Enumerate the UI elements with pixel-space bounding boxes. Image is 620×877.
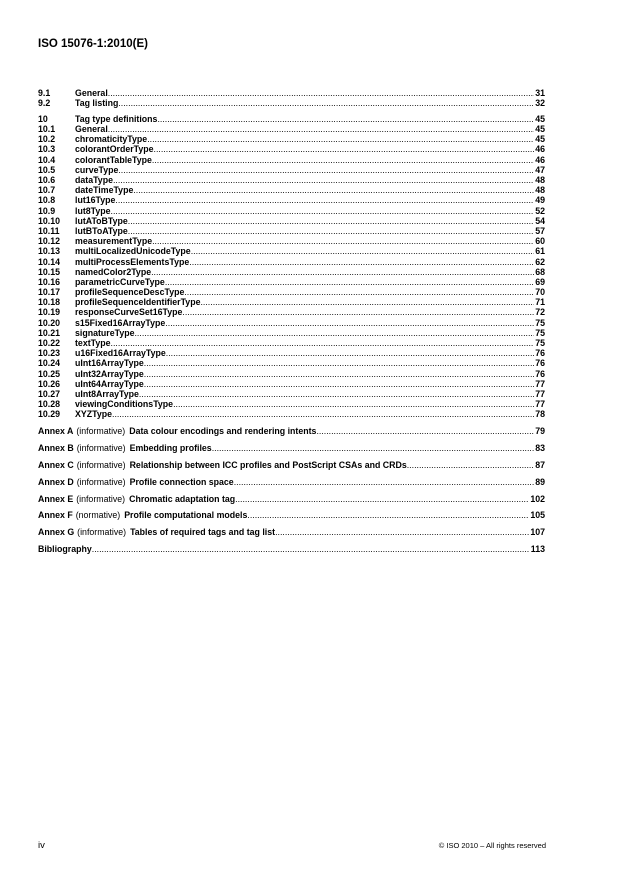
toc-entry-title: chromaticityType xyxy=(75,134,148,145)
toc-entry-page: 76 xyxy=(535,358,545,369)
toc-entry-title: Profile computational models xyxy=(124,510,248,521)
toc-leader-dots xyxy=(165,318,534,328)
toc-entry-page: 71 xyxy=(535,297,545,308)
toc-entry-number: 10.29 xyxy=(38,409,61,420)
toc-entry-number: 10.9 xyxy=(38,205,56,216)
toc-entry-title: profileSequenceIdentifierType xyxy=(75,297,201,308)
toc-entry-page: 62 xyxy=(535,256,545,267)
toc-entry-page: 45 xyxy=(535,124,545,135)
toc-entry-title: parametricCurveType xyxy=(75,276,165,287)
toc-entry-page: 45 xyxy=(535,113,545,124)
toc-entry-title: viewingConditionsType xyxy=(75,399,174,410)
toc-entry[interactable] xyxy=(38,379,545,389)
toc-entry-title: measurementType xyxy=(75,236,153,247)
toc-entry-title: uInt32ArrayType xyxy=(75,368,144,379)
toc-entry-page: 47 xyxy=(535,164,545,175)
toc-leader-dots xyxy=(111,338,535,348)
toc-entry[interactable] xyxy=(38,358,545,368)
annex-type: (informative) xyxy=(77,527,127,538)
toc-entry-number: 10.10 xyxy=(38,215,61,226)
toc-entry-title: textType xyxy=(75,338,111,348)
toc-leader-dots xyxy=(151,267,534,277)
toc-entry-title: uInt64ArrayType xyxy=(75,378,144,389)
toc-entry[interactable] xyxy=(38,287,545,297)
toc-entry-title: lutAToBType xyxy=(75,215,128,226)
annex-label: Annex A xyxy=(38,426,74,436)
toc-leader-dots xyxy=(134,328,534,338)
toc-entry-page: 31 xyxy=(535,88,545,98)
toc-group-clause-9 xyxy=(38,88,545,108)
toc-leader-dots xyxy=(234,476,535,489)
toc-leader-dots xyxy=(165,277,534,287)
toc-entry[interactable] xyxy=(38,144,545,154)
toc-leader-dots xyxy=(154,144,535,154)
toc-entry[interactable] xyxy=(38,114,545,124)
toc-entry-number: 10.17 xyxy=(38,287,61,298)
toc-entry-title: Bibliography xyxy=(38,544,92,555)
toc-entry-page: 69 xyxy=(535,276,545,287)
annex-type: (normative) xyxy=(75,510,121,521)
toc-entry[interactable] xyxy=(38,88,545,98)
toc-entry-page: 75 xyxy=(535,338,545,348)
toc-entry-number: 9.1 xyxy=(38,88,51,98)
toc-leader-dots xyxy=(115,195,534,205)
toc-entry-annex[interactable] xyxy=(38,459,545,472)
toc-entry-number: 9.2 xyxy=(38,98,51,109)
annex-label: Annex E xyxy=(38,493,74,504)
toc-entry-page: 107 xyxy=(530,527,545,538)
toc-entry-title: lut16Type xyxy=(75,195,116,206)
toc-entry-page: 57 xyxy=(535,225,545,236)
toc-entry-page: 54 xyxy=(535,215,545,226)
toc-leader-dots xyxy=(157,114,534,124)
toc-entry[interactable] xyxy=(38,297,545,307)
toc-entry-number: 10.19 xyxy=(38,307,61,318)
annex-type: (informative) xyxy=(76,442,126,453)
annex-label: Annex F xyxy=(38,510,73,521)
toc-entry[interactable] xyxy=(38,195,545,205)
toc-entry-page: 60 xyxy=(535,236,545,247)
toc-entry-title: colorantTableType xyxy=(75,154,152,165)
toc-entry-number: 10.7 xyxy=(38,185,56,196)
annex-type: (informative) xyxy=(76,459,126,470)
toc-entry-page: 113 xyxy=(530,544,545,555)
toc-entry-title: Profile connection space xyxy=(129,476,234,487)
toc-entry[interactable] xyxy=(38,226,545,236)
toc-leader-dots xyxy=(173,399,534,409)
toc-entry-page: 52 xyxy=(535,205,545,216)
toc-entry-title: Data colour encodings and rendering intents xyxy=(129,426,317,436)
toc-entry-page: 76 xyxy=(535,348,545,359)
toc-entry-page: 68 xyxy=(535,266,545,277)
toc-leader-dots xyxy=(128,216,534,226)
toc-leader-dots xyxy=(144,358,534,368)
toc-entry-title: Embedding profiles xyxy=(129,442,212,453)
toc-entry-number: 10.1 xyxy=(38,124,56,135)
toc-entry-annex[interactable] xyxy=(38,476,545,489)
toc-entry-annex[interactable] xyxy=(38,442,545,455)
toc-entry-title: Tables of required tags and tag list xyxy=(130,527,276,538)
toc-entry-title: dateTimeType xyxy=(75,185,134,196)
toc-entry[interactable] xyxy=(38,175,545,185)
toc-entry-page: 77 xyxy=(535,399,545,410)
toc-leader-dots xyxy=(200,297,534,307)
toc-entry-page: 70 xyxy=(535,287,545,298)
toc-entry-bibliography[interactable] xyxy=(38,543,545,556)
footer-page-number: iv xyxy=(38,840,45,851)
toc-leader-dots xyxy=(147,134,534,144)
toc-leader-dots xyxy=(118,165,534,175)
toc-entry-number: 10.6 xyxy=(38,175,56,185)
toc-entry[interactable] xyxy=(38,369,545,379)
toc-leader-dots xyxy=(139,389,534,399)
toc-entry-page: 32 xyxy=(535,98,545,109)
annex-label: Annex G xyxy=(38,527,75,538)
toc-entry-page: 87 xyxy=(535,459,545,470)
toc-entry-title: General xyxy=(75,88,108,98)
toc-entry[interactable] xyxy=(38,216,545,226)
toc-entry-number: 10.24 xyxy=(38,358,61,369)
table-of-contents xyxy=(38,88,545,560)
toc-entry-number: 10.23 xyxy=(38,348,61,359)
toc-leader-dots xyxy=(316,425,534,438)
toc-entry[interactable] xyxy=(38,267,545,277)
annex-type: (informative) xyxy=(76,476,126,487)
toc-entry-page: 48 xyxy=(535,175,545,185)
annex-label: Annex D xyxy=(38,476,74,487)
toc-leader-dots xyxy=(235,493,529,506)
toc-leader-dots xyxy=(108,88,534,98)
toc-entry-title: colorantOrderType xyxy=(75,144,154,155)
toc-entry[interactable] xyxy=(38,236,545,246)
toc-entry-page: 89 xyxy=(535,476,545,487)
toc-entry-page: 49 xyxy=(535,195,545,206)
toc-entry-title: XYZType xyxy=(75,409,112,420)
toc-entry-title: dataType xyxy=(75,175,113,185)
toc-entry-number: 10.16 xyxy=(38,276,61,287)
toc-entry-page: 48 xyxy=(535,185,545,196)
toc-entry[interactable] xyxy=(38,206,545,216)
toc-entry-title: u16Fixed16ArrayType xyxy=(75,348,166,359)
toc-entry[interactable] xyxy=(38,307,545,317)
toc-leader-dots xyxy=(112,409,534,419)
toc-entry[interactable] xyxy=(38,318,545,328)
toc-entry-title: lut8Type xyxy=(75,205,111,216)
toc-entry-number: 10.8 xyxy=(38,195,56,206)
toc-entry-page: 83 xyxy=(535,442,545,453)
toc-entry-number: 10.26 xyxy=(38,378,61,389)
toc-entry-page: 105 xyxy=(530,510,545,521)
toc-entry-number: 10.12 xyxy=(38,236,61,247)
toc-entry-number: 10.22 xyxy=(38,338,61,348)
toc-leader-dots xyxy=(144,369,534,379)
toc-entry-number: 10.20 xyxy=(38,317,61,328)
toc-entry-title: uInt8ArrayType xyxy=(75,388,139,399)
toc-entry-title: responseCurveSet16Type xyxy=(75,307,183,318)
toc-leader-dots xyxy=(133,185,534,195)
annex-label: Annex C xyxy=(38,459,74,470)
toc-entry-title: multiProcessElementsType xyxy=(75,256,190,267)
toc-entry-annex[interactable] xyxy=(38,509,545,522)
toc-entry-title: lutBToAType xyxy=(75,225,128,236)
toc-entry[interactable] xyxy=(38,165,545,175)
toc-leader-dots xyxy=(184,287,534,297)
toc-entry-title: profileSequenceDescType xyxy=(75,287,185,298)
toc-entry-title: namedColor2Type xyxy=(75,266,152,277)
toc-leader-dots xyxy=(191,246,535,256)
toc-group-clause-10 xyxy=(38,114,545,420)
footer-copyright: © ISO 2010 – All rights reserved xyxy=(438,841,546,850)
toc-entry-number: 10.25 xyxy=(38,368,61,379)
toc-entry[interactable] xyxy=(38,277,545,287)
toc-entry-page: 78 xyxy=(535,409,545,420)
toc-entry-page: 76 xyxy=(535,368,545,379)
toc-leader-dots xyxy=(247,509,529,522)
toc-leader-dots xyxy=(189,257,534,267)
toc-entry-title: signatureType xyxy=(75,327,135,338)
toc-entry-page: 77 xyxy=(535,378,545,389)
toc-entry-page: 46 xyxy=(535,144,545,155)
toc-entry-number: 10 xyxy=(38,113,48,124)
toc-entry-page: 79 xyxy=(535,426,545,436)
toc-entry-title: multiLocalizedUnicodeType xyxy=(75,246,191,257)
toc-entry-page: 61 xyxy=(535,246,545,257)
toc-entry-page: 72 xyxy=(535,307,545,318)
toc-entry-title: Relationship between ICC profiles and PostScript CSAs and CRDs xyxy=(129,459,407,470)
toc-entry[interactable] xyxy=(38,155,545,165)
toc-entry-page: 45 xyxy=(535,134,545,145)
toc-entry[interactable] xyxy=(38,328,545,338)
annex-label: Annex B xyxy=(38,442,74,453)
document-header-title: ISO 15076-1:2010(E) xyxy=(38,38,148,50)
annex-type: (informative) xyxy=(76,426,126,436)
toc-entry-title: curveType xyxy=(75,164,119,175)
toc-entry[interactable] xyxy=(38,257,545,267)
toc-entry-number: 10.27 xyxy=(38,388,61,399)
toc-entry-number: 10.2 xyxy=(38,134,56,145)
toc-entry-title: uInt16ArrayType xyxy=(75,358,144,369)
toc-leader-dots xyxy=(111,206,535,216)
toc-entry[interactable] xyxy=(38,98,545,108)
toc-entry[interactable] xyxy=(38,409,545,419)
toc-leader-dots xyxy=(113,175,534,185)
toc-leader-dots xyxy=(92,543,530,556)
toc-leader-dots xyxy=(152,236,534,246)
toc-entry-number: 10.4 xyxy=(38,154,56,165)
toc-leader-dots xyxy=(152,155,534,165)
toc-entry[interactable] xyxy=(38,185,545,195)
toc-leader-dots xyxy=(182,307,534,317)
toc-entry-number: 10.11 xyxy=(38,225,60,236)
toc-entry-number: 10.21 xyxy=(38,327,61,338)
toc-annex-list xyxy=(38,425,545,539)
toc-leader-dots xyxy=(144,379,534,389)
toc-entry-number: 10.28 xyxy=(38,399,61,410)
toc-entry[interactable] xyxy=(38,348,545,358)
toc-entry-annex[interactable] xyxy=(38,425,545,438)
toc-entry-number: 10.18 xyxy=(38,297,61,308)
toc-entry-page: 102 xyxy=(530,493,545,504)
toc-entry-title: Chromatic adaptation tag xyxy=(129,493,236,504)
toc-entry[interactable] xyxy=(38,389,545,399)
toc-entry-page: 75 xyxy=(535,317,545,328)
toc-entry-number: 10.3 xyxy=(38,144,56,155)
toc-leader-dots xyxy=(407,459,534,472)
toc-entry-number: 10.15 xyxy=(38,266,61,277)
toc-entry[interactable] xyxy=(38,124,545,134)
toc-leader-dots xyxy=(166,348,534,358)
toc-entry[interactable] xyxy=(38,338,545,348)
toc-entry-title: Tag type definitions xyxy=(75,113,158,124)
toc-entry-annex[interactable] xyxy=(38,493,545,506)
toc-entry-number: 10.5 xyxy=(38,164,56,175)
toc-leader-dots xyxy=(212,442,535,455)
toc-entry-page: 77 xyxy=(535,388,545,399)
toc-entry-number: 10.13 xyxy=(38,246,61,257)
toc-entry[interactable] xyxy=(38,399,545,409)
toc-entry[interactable] xyxy=(38,246,545,256)
toc-entry-title: Tag listing xyxy=(75,98,119,109)
toc-leader-dots xyxy=(118,98,534,108)
toc-entry-page: 75 xyxy=(535,327,545,338)
toc-leader-dots xyxy=(108,124,534,134)
toc-entry-title: s15Fixed16ArrayType xyxy=(75,317,166,328)
toc-entry[interactable] xyxy=(38,134,545,144)
toc-leader-dots xyxy=(128,226,534,236)
toc-entry-number: 10.14 xyxy=(38,256,61,267)
toc-leader-dots xyxy=(275,526,529,539)
toc-entry-title: General xyxy=(75,124,108,135)
toc-entry-annex[interactable] xyxy=(38,526,545,539)
toc-entry-page: 46 xyxy=(535,154,545,165)
annex-type: (informative) xyxy=(76,493,126,504)
